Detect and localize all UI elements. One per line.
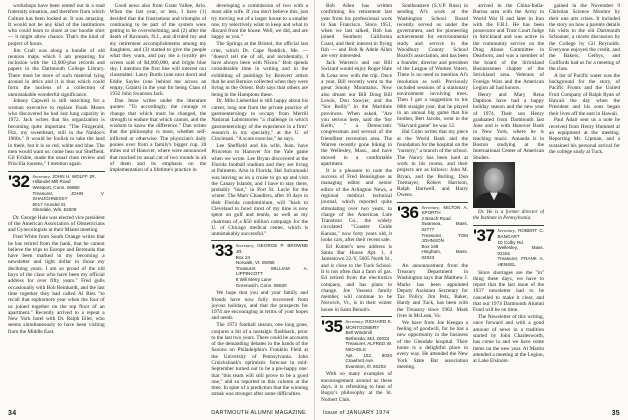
issue-date: Issue of JANUARY 1974 <box>323 410 390 416</box>
paragraph: It is a pleasure to note the success of Fred Bensinghoe as managing editor and senior editor of the Arlington News, a regional medical technical journal, which reported quite stimulating over two years, in charge of the American Lute Transistor Co., the widely circulated "Coaster Guide Kansas," now forty years old, it looks cars, after their recent sale. <box>321 167 392 243</box>
class-address: Secretary, GEORGE P. BROWNE JR. Box 24 Norwalk, Vt. 05055 Treasurer, WILLIAM A. LIPPINCOTT 8 Will Merry Lane Greenwich, Conn. 06830 <box>235 243 308 288</box>
left-page-footer <box>0 410 314 417</box>
paragraph: Johnny Capwell is still searching for a woman executive to replace Frank Moses who discovered he had lost lung capacity in 1972. Jack writes that his organization is becoming quite important. "The Fitzgerald, Fitz, my sweetheart, still in the Naidoo's 1960s." It would be foolish to take the land in there, but it is so red, white and blue. The men would want us: come hear our Sheffield. Gil Frisbie, made the usual class review and Priscilla loosens," I mention again. <box>8 98 105 168</box>
class-address: Secretary, RICHARD K. MONTGOMERY Bell Windmill Bethesda, Md. 20034 Treasurer, ALFRED W. NICHOLS Apt. 102, 9020 Crawford Ave. Evanston, Ill. 60203 <box>345 319 392 369</box>
left-page-columns <box>8 3 308 401</box>
left-column-2 <box>110 3 207 401</box>
photo-caption: Dr. He is a former director of the Institute in Pennsylvania. <box>473 210 544 222</box>
class-header-37 <box>473 225 544 267</box>
class-header-36 <box>397 202 468 261</box>
paragraph: Bob Allen has written confirming his retirement last year from his professional work in San Francisco. Since 1951, when we last talked, Bob has joined Southern California Coast, and their interest in flying fish — and Bob & Adele Allen are very interested. <box>321 3 392 60</box>
paragraph: We have from Joe Keegan a feeling of goodwill, for he has a new opportunity in the business of the Glendale hospital. Their home is a delightful place in every way. He attended the New York State Bar association meeting. <box>397 319 468 370</box>
right-column-1 <box>321 3 392 401</box>
paragraph: Lee Sheffield and his wife, Jean, have Princeton to Hanover for the Yale game when we wrote. Lee Bryan discovered at the Florida football stadium and they are living at Palmetto. Also in Florida, Hal Sulcamaski was leaving us on a cruise to go up and visit the Canary Islands, and I have to stay there, probably "hurt," in Port St. Lucie for the winter. The Marv Chandlers, after 10 days in their Florida condominium, will "back to Cleveland to bowl most of my time is now spent on golf and tennis, as well as my chairman of a $50 million campaign for the U. of Chicago medical center, which is unmistakably successful." <box>211 143 308 238</box>
paragraph: Fred White from South Orange writes that he has retired from the bank, that he cannot believe the trips to Europe and Bermuda that have been marked in my becoming a newsletter and light dollar in those my declining years. I am so proud of the old boys of the class who have been my official address for over fifty years." Fred gulls occasionally with Bob Reinhardt, and the last time together they had called Al Ries "to recall that sophomore year when the four of us joined together on the top floor of an apartment." Recently arrived to a repeat a New York hotel with Dr. Ralph Ellet, who seems simultaneously to have been visiting from the Middle East. <box>8 234 105 335</box>
paragraph: Good news also from Grant Vallee, Arlo. When the last year, or less, I have (1) decided that the frustrations and triumphs of continuing to be part of the system were getting to be overwhelming, and (2) after the death of Kavanah, N.J., and divided my and my retirement accomplishments among my daughters, and (3) started to give the people what they want, and pay me a royalty per screen sold of $4,000,000, and bright blue sky. I mention the first line will interest our classmates: Laury Burtis (one next door) and Eddie Sayles (one behind me across an empty, Grants) in the year for being Class of 1932 John Swanson Jack. <box>109 3 207 98</box>
paragraph: Henry and Mary Rena Daphron have had a happy holiday season and the new year of 1974. Their son Henry graduated from Dartmouth last June and is with Hanover Bank in New York, where he is teaching music. Amanda is in Boston studying at the International Center of American Studies. <box>473 91 544 161</box>
paragraph: The 1973 football season, one long gone, conjures a bit of a nostalgic flashback, prior to the last two years. There could be accounts of the demanding debates in the hands of the Saxons on Philadelphia's Franklin Field at the University of Pennsylvania. John Cruickshank's optimistic forecast in mid-September turned out to be a pre-happy one: that "this team will still prove to be a good one," and so reported in this column at the time. In spite of a prediction that the winning streak was stronger after some difficulties. <box>211 322 308 398</box>
paragraph: Southeastern (S.V.P. Russ) in sending Al's work at the Washington School Board recently served us under the government, and for pioneering achievement for environmental study and service in the Woodbury County School Board's association, and has been a founder, director and president of the League of Women Voters. There is no need to mention Al's resolution as well. Previously included sessions of a stationary environment involving trees. Then I got a suggestion to his 60th straight year, that he played in an annual big game that his brother, Bert Jacobs, went to the "Harvard game" he was 12. <box>397 3 468 129</box>
class-year: '33 <box>211 241 233 261</box>
paragraph: arrived in the China-India-Burma area with the Army in World War II and later in Iran with the F.B.I. He has been prosecutor and Trust Court Judge in Strickland and was active in the community service on the Drug Abuse Committee in Dearborn, and was a member of the board of the Strickland Businessmen chapter of the Strickland area. Veterans of Foreign Wars and the American Legion all had honors. <box>473 3 544 91</box>
paragraph: Paul Adair sent us a note he received from Henry Hummel at an equipment at the meeting. Reporting Mr. Lipman, and a sustained his personal arrival for the college study at Tuck. <box>549 117 620 155</box>
paragraph: Jack Warren's and our Bill Swizard would enjoy Roger Hale & Lena now with the trip. Once a year, Bill recently went to the great Smoky Mountains. Now also dream our Bill Doug Bill Lewin, Don Sawyer, and the "Sor Reilly" in the Maritime provinces. When asked, "Are you serious here, said the 'Sor Keith,' " a Democratic congressman and several of the friendliest recreation area. The Warren recently gone hiking in the Wellesley, Mass., and have moved to a comfortable apartment. <box>321 60 392 167</box>
class-address: Secretary, MILTON A. SPORTH 2 Beach Road Swansea, Mass. 02777 Treasurer, TOM JOHNSON Box 168 Hingham, Mass. 02043 <box>421 204 468 261</box>
right-page-footer <box>315 410 628 417</box>
magazine-title: DARTMOUTH ALUMNI MAGAZINE <box>211 410 306 416</box>
class-year: '35 <box>321 317 343 337</box>
right-column-3 <box>473 3 544 401</box>
paragraph: gained in the November 9 Christian Science Monitor by their one arts crises. It included the story on how a parents details his visits to the old Dartmouth Schooner, a recent discussion by the College by Gil Reynolds. Everyone enjoyed the credit, and the Bakers, Gelbys, and Guilfords had us for a meeting of the class. <box>549 3 620 72</box>
right-page-columns <box>321 3 620 401</box>
paragraph: The Springs at the Bristol, the official last crier, which Dr. Cape Neddick, Me. — "doesn't tell me of all, and incidentally, I have always been with Nixon." Bob spends considerable time in writing and in the exhibiting of paintings by Boisvert artists that he and Bernice collected when they were living in the Orient. Bob says that others are being in the Hamptons these. <box>211 41 308 98</box>
right-column-2 <box>397 3 468 401</box>
class-address: Secretary, JOHN H. WOLFF JR. Hillandel Mill Road Westport, Conn. 06880 Treasurer, JOHN V. SHAUGHNESSY 6017 Arundel St. Glendale, Wis. 53209 <box>32 173 105 213</box>
right-page <box>314 0 628 420</box>
paragraph: Dan Jesse writes under the literature quotes: "To accordingly, the courage to change that which must be changed, the strength to endure that which cannot, and the wisdom to know the difference." Dan writes that the philosophy is most, whether self-inflicted or otherwise. The physician's daily ponies over from a family's bigger cup. 20 miles out of Hanover, where were announced that reached its usual cut of two rounds in all of them and its emphasis on the implementation of a lifetime's practice in <box>109 97 207 174</box>
class-year: '37 <box>473 226 495 246</box>
paragraph: Hal Cohn writes that my piece at the World Bank and the foundation for the hospital on the "nursery," a branch of the school. The Nancy has been hard at work in his rooms, and their projects are as follows: John M. Bryan, and the Burling, Don Toemayer, Robert Harrison, Ralph Hartwell, and Harry Owens. <box>397 129 468 199</box>
paragraph: Jim Crall was along a bundle of old reunion maps which I am preparing for inclusion with the 12,000-plus records and papers in the Dartmouth College Library. There must be more of such material lying around in attics and it is thus which could form the nucleus of a collection of unmistakable wonderful significance. <box>8 47 105 98</box>
paragraph: With so many examples of encouragement around us these days, it is refreshing to hear of Bugsy's philosophy at the St. Norbert Club. <box>321 371 392 401</box>
class-year: '32 <box>8 171 30 191</box>
paragraph: The Newsletter of this writing, once forward and with a good amount of news in a tradition started by John Charlesworth, has come in and we have some items on the new year. Al Martin attended a meeting at the Legion, at Lake Elsinore. <box>473 314 544 365</box>
class-header-33 <box>211 240 308 288</box>
class-header-35 <box>321 316 392 369</box>
paragraph: Dr. George Haie was elected vice president of the American Association of Obstetricians and Gynecologists at their Miami meeting. <box>8 214 105 234</box>
paragraph: Ed Kutner's new address is Santa Bar House Apt. 1, 4 Jamestown 22-Y, 5605 North St., and is close to the Tuck School. It is not often that a farm of gas. Ed retired from the electronics company, and has plans to change. Joe Vasseur family member, will continue to be Norwich, Vt., is in their winter house in Saint Benoit's. <box>321 243 392 313</box>
class-header-32 <box>8 171 105 213</box>
portrait-photo <box>473 162 515 208</box>
left-column-3 <box>211 3 308 401</box>
page-number: 35 <box>611 410 620 417</box>
paragraph: Dr. Milo Lieberthal is still happy about his career, long one from the private practice of gastroenterology to occupy from Merrill National Laboratories "a challenge in which gastroenterology of the experience in a firm" research in my specialty," at the U. of Cincinnati. "A scare exercise," he says. <box>211 98 308 143</box>
paragraph: We hope that you and your family and friends have now fully recovered from joyous holidays, and that the prospects for 1974 are encouraging in terms of your hopes and needs. <box>211 290 308 322</box>
left-column-1 <box>8 3 105 401</box>
right-column-4 <box>549 3 620 401</box>
paragraph: A list of Pacific water was the background for the story, of Pacific Fronts and the United Fruit Company of Ralph Ryan of Hawaii the day when the President and his sons began their lives off the east in Hawaii. <box>549 72 620 117</box>
paragraph: developing a commission of two with a most able wife. If you don't believe this, just try moving out of a larger house to a smaller one, try selectively what to keep and what to discard from the house. Well, we did, and are happy as you." <box>211 3 308 41</box>
class-year: '36 <box>397 202 419 222</box>
page-number: 34 <box>8 410 17 417</box>
paragraph: An announcement from the Treasury Department in Washington says that Matthew J. Marks has been appointed Deputy Assistant Secretary for Tax Policy. Jim Pelz, Baker, Hardy and Tuck, has been with the Treasury since 1962. Mark lives in McLean, Va. <box>397 262 468 320</box>
paragraph: Since shortages are the "in" thing these days, we have to report that the last issue of the 1937 newsletter had to be cancelled to make it clear, and that our 1974 Dartmouth Alumni Fund will be on time. <box>473 269 544 314</box>
class-address: Secretary, ROBERT C. BANGART 10 Colby Rd. Wellesley, Mass. 02181 Treasurer, FRANK A. HENSEL <box>497 228 544 267</box>
paragraph: workshops have been rented out in a read fraternity situation, and therefore from which Culture has been looked at. It was amazing. It would not be any kind of the institutions who could learn to shore at our hoodie shirt — it might allow chance. That's the kind of project of hours. <box>8 3 105 47</box>
